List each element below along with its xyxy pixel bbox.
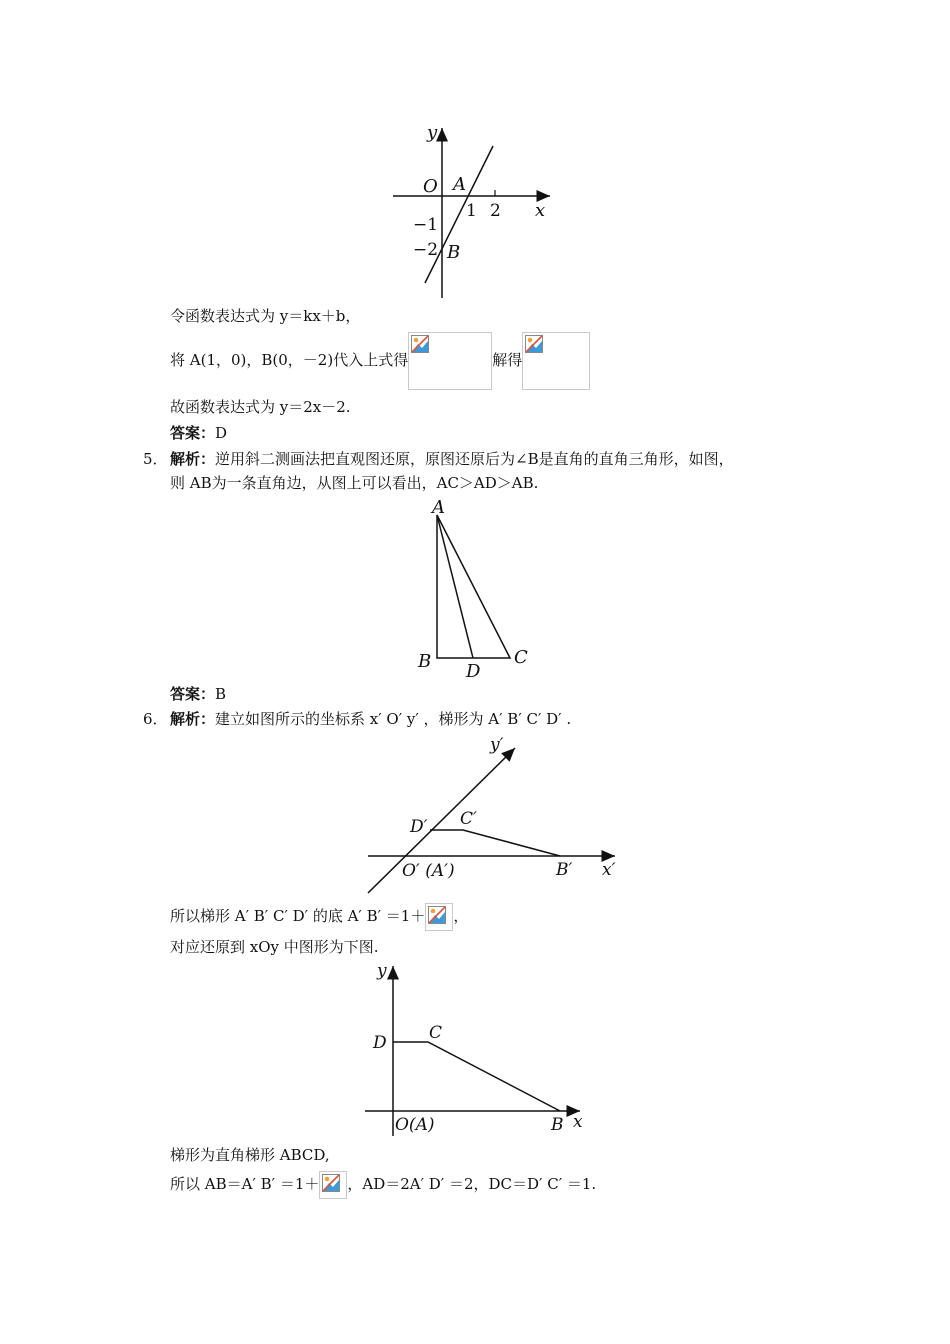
y-axis-label: y	[427, 122, 438, 143]
point-d-label: D	[466, 661, 481, 682]
text-comma: ，	[453, 907, 469, 925]
text-substitute: 将 A(1，0)，B(0，－2)代入上式得	[170, 351, 409, 369]
answer-label: 答案：	[170, 685, 216, 703]
para-7-line-1: 梯形为直角梯形 ABCD,	[170, 1146, 330, 1164]
text-solve: 解得	[492, 351, 523, 369]
question-5-number: 5．	[143, 450, 168, 468]
point-b-label: B	[418, 651, 432, 672]
tick-2-label: 2	[490, 201, 501, 221]
para-7-line-2	[170, 1170, 596, 1199]
point-a-label: A	[432, 497, 445, 518]
para-6-line-1	[170, 903, 468, 931]
origin-label: O	[423, 176, 438, 197]
para-6-line-2: 对应还原到 xOy 中图形为下图.	[170, 938, 379, 956]
sqrt-image-placeholder	[319, 1171, 347, 1199]
broken-image-icon	[411, 335, 429, 353]
origin-prime-label: O′ (A′)	[402, 861, 455, 881]
point-c-prime-label: C′	[460, 809, 477, 829]
answer-value: D	[215, 424, 228, 442]
analysis-text: 逆用斜二测画法把直观图还原，原图还原后为∠B是直角的直角三角形，如图，	[215, 450, 734, 468]
answer-4	[170, 423, 227, 443]
point-d-prime-label: D′	[410, 817, 428, 837]
point-b-label: B	[551, 1115, 564, 1135]
y-prime-label: y′	[490, 735, 504, 755]
broken-image-icon	[428, 906, 446, 924]
x-axis-label: x	[573, 1112, 583, 1132]
text-substitute-row	[170, 332, 590, 390]
broken-image-icon	[525, 335, 543, 353]
point-c-label: C	[514, 647, 528, 668]
point-b-label: B	[447, 242, 461, 263]
triangle-abc	[437, 515, 510, 658]
point-c-label: C	[429, 1023, 443, 1043]
question-5-line-2: 则 AB为一条直角边，从图上可以看出，AC＞AD＞AB.	[170, 474, 539, 492]
answer-5	[170, 684, 226, 704]
analysis-label: 解析：	[170, 450, 216, 468]
text-base-length: 所以梯形 A′ B′ C′ D′ 的底 A′ B′ ＝1＋	[170, 907, 426, 925]
analysis-label: 解析：	[170, 710, 216, 728]
figure-linear-function-graph	[385, 118, 565, 304]
question-6-number: 6．	[143, 710, 168, 728]
text-final-expression: 故函数表达式为 y＝2x－2.	[170, 398, 351, 416]
y-axis-label: y	[377, 961, 387, 981]
figure-oblique-trapezoid	[360, 730, 630, 900]
text-function-expression: 令函数表达式为 y＝kx＋b，	[170, 307, 361, 325]
analysis-text: 建立如图所示的坐标系 x′ O′ y′ ，梯形为 A′ B′ C′ D′ .	[215, 710, 572, 728]
trapezoid-upper-edges	[393, 1042, 560, 1111]
question-5-line-1	[170, 449, 734, 469]
segment-ad	[437, 515, 473, 658]
tick-minus2-label: −2	[413, 240, 439, 260]
answer-value: B	[215, 685, 227, 703]
answer-label: 答案：	[170, 424, 216, 442]
point-b-prime-label: B′	[556, 860, 573, 880]
text-ab-length: 所以 AB＝A′ B′ ＝1＋	[170, 1175, 320, 1193]
point-d-label: D	[373, 1033, 387, 1053]
equation-image-placeholder	[408, 332, 492, 390]
point-a-label: A	[453, 174, 466, 195]
broken-image-icon	[322, 1174, 340, 1192]
sqrt-image-placeholder	[425, 903, 453, 931]
x-axis-label: x	[535, 200, 546, 221]
question-6-line-1	[170, 709, 571, 729]
tick-minus1-label: −1	[413, 215, 439, 235]
trapezoid-upper-edges	[430, 830, 560, 856]
x-prime-label: x′	[602, 860, 616, 880]
origin-label: O(A)	[395, 1115, 435, 1135]
figure-right-trapezoid	[365, 958, 595, 1140]
tick-1-label: 1	[466, 201, 477, 221]
figure-right-triangle	[410, 495, 540, 685]
text-ad-dc-lengths: ，AD＝2A′ D′ ＝2，DC＝D′ C′ ＝1.	[347, 1175, 597, 1193]
solution-image-placeholder	[522, 332, 590, 390]
